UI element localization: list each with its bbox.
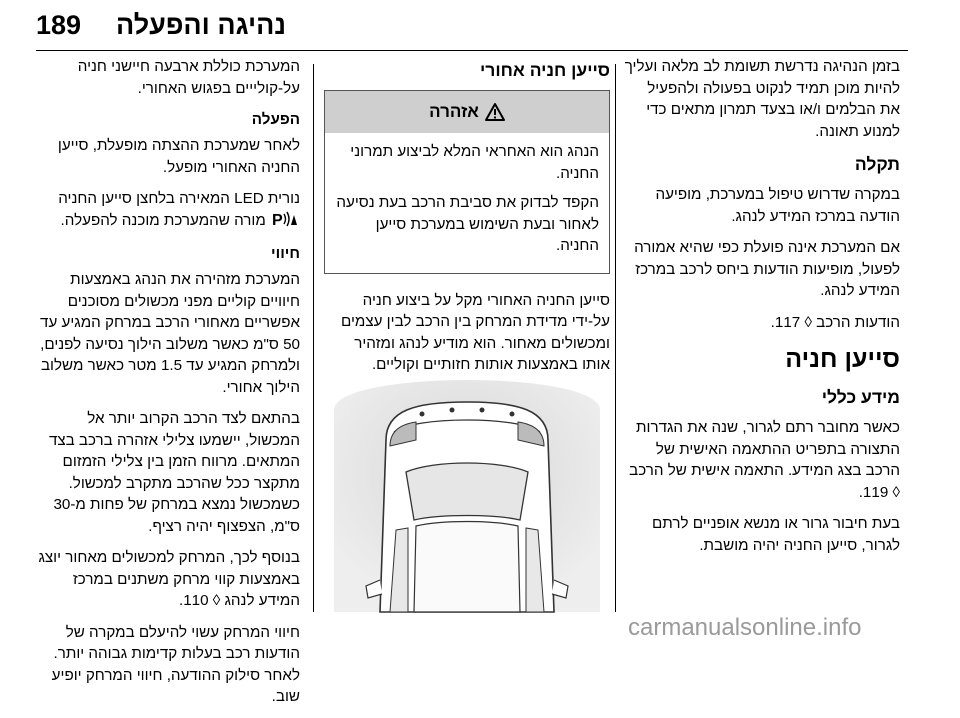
park-assist-button-icon [272, 211, 298, 234]
warning-paragraph-1: הנהג הוא האחראי המלא לביצוע תמרוני החניה. [350, 143, 599, 182]
column-divider-left [313, 64, 314, 612]
watermark: carmanualsonline.info [628, 614, 862, 641]
attention-paragraph: בזמן הנהיגה נדרשת תשומת לב מלאה ועליך להיות מוכן תמיד לנקוט בפעולה ולהפעיל את הבלמים ו/או בצעד תמרון מתאים כדי למנוע תאונה. [624, 58, 900, 140]
rear-parking-assist-heading: סייען חניה אחורי [480, 60, 610, 80]
page-header [0, 0, 960, 52]
fault-heading: תקלה [854, 154, 900, 174]
warning-header [325, 91, 609, 133]
indication-heading: חיווי [271, 245, 300, 262]
parking-assist-heading: סייען חניה [785, 345, 900, 373]
middle-column [324, 56, 610, 386]
warning-triangle-icon [485, 103, 505, 121]
car-top-view-drawing [324, 380, 610, 612]
general-paragraph-2: בעת חיבור גרור או מנשא אופניים לרתם לגרור, סייען החניה יהיה מושבת. [652, 515, 900, 554]
warning-box [324, 90, 610, 274]
activation-led-text: נורית LED המאירה בלחצן סייען החניה [58, 190, 300, 207]
right-column [624, 56, 900, 566]
activation-ready-text: מורה שהמערכת מוכנה להפעלה. [60, 211, 266, 229]
page-number: 189 [36, 10, 82, 40]
warning-body [325, 133, 609, 273]
indication-paragraph-2: בהתאם לצד הרכב הקרוב יותר אל המכשול, יישמעו צלילי אזהרה ברכב בצד המתאים. מרווח הזמן בין צלילי הזמזום מתקצר ככל שהרכב מתקרב למכשול. כשמכשול נמצא במרחק של פחות מ-30 ס"מ, הצפצוף יהיה רציף. [48, 410, 300, 535]
indication-paragraph-1: המערכת מזהירה את הנהג באמצעות חיוויים קוליים מפני מכשולים מסוכנים אפשריים מאחורי הרכב במרחק המגיע עד 50 ס"מ כאשר משלוב הילוך נסיעה לפנים, ולמרחק המגיע עד 1.5 מטר כאשר משלוב הילוך אחורי. [40, 271, 300, 396]
fault-reference: הודעות הרכב ◊ 117. [770, 313, 900, 331]
car-sensor-illustration [324, 380, 610, 612]
indication-paragraph-3: בנוסף לכך, המרחק למכשולים מאחור יוצג באמצעות קווי מרחק משתנים במרכז המידע לנהג ◊ 110. [38, 549, 300, 609]
activation-paragraph-2 [30, 188, 300, 233]
fault-paragraph-1: במקרה שדרוש טיפול במערכת, מופיעה הודעה במרכז המידע לנהג. [655, 186, 900, 225]
sensors-paragraph: המערכת כוללת ארבעה חיישני חניה על-קולייים בפגוש האחורי. [77, 58, 300, 97]
warning-paragraph-2: הקפד לבדוק את סביבת הרכב בעת נסיעה לאחור ובעת השימוש במערכת סייען החניה. [336, 194, 599, 254]
warning-title: אזהרה [429, 102, 479, 122]
general-paragraph-1: כאשר מחובר רתם לגרור, שנה את הגדרות התצורה בתפריט ההתאמה האישית של הרכב בצג המידע. התאמה אישית של הרכב ◊ 119. [629, 419, 900, 501]
left-column [30, 56, 300, 718]
fault-paragraph-2: אם המערכת אינה פועלת כפי שהיא אמורה לפעול, מופיעות הודעות ביחס לרכב במרכז המידע לנהג. [634, 239, 900, 299]
column-divider-right [615, 64, 616, 612]
header-divider [36, 50, 908, 51]
indication-paragraph-4: חיווי המרחק עשוי להיעלם במקרה של הודעות רכב בעלות קדימות גבוהה יותר. לאחר סילוק ההודעה, חיווי המרחק יופיע שוב. [51, 623, 300, 705]
rear-assist-description: סייען החניה האחורי מקל על ביצוע חניה על-ידי מדידת המרחק בין הרכב לבין עצמים ומכשולים מאחור. הוא מודיע לנהג ומזהיר אותו באמצעות אותות חזותיים וקוליים. [340, 291, 610, 373]
section-title: נהיגה והפעלה [116, 10, 287, 40]
activation-paragraph-1: לאחר שמערכת ההצתה מופעלת, סייען החניה האחורי מופעל. [57, 137, 300, 176]
general-info-heading: מידע כללי [821, 387, 900, 407]
rear-window [406, 463, 528, 520]
activation-heading: הפעלה [251, 111, 300, 128]
svg-text:P: P [272, 211, 283, 229]
